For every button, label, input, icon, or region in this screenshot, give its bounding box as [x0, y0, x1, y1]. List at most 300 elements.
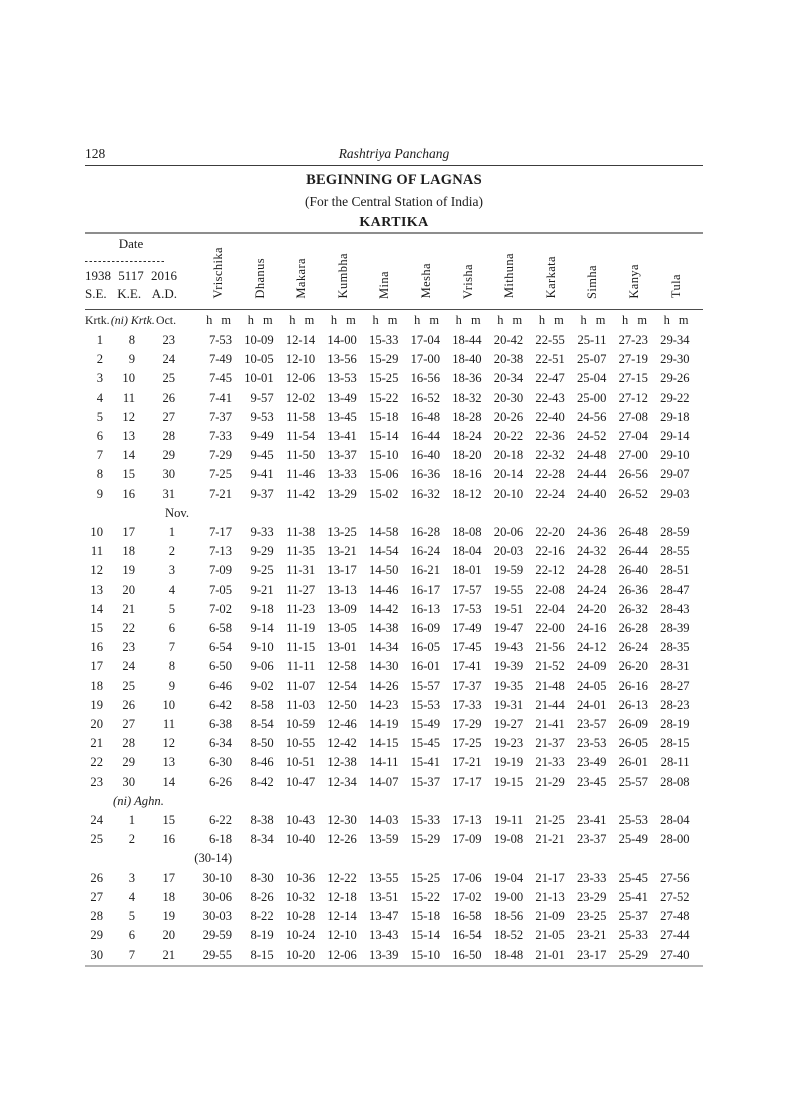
- time-cell: 15-22: [369, 390, 399, 405]
- day-cell: 21: [122, 601, 135, 616]
- day-cell: 6: [96, 429, 103, 444]
- time-cell: 24-20: [576, 601, 607, 616]
- time-cell: 19-39: [493, 659, 524, 674]
- time-cell: 18-24: [452, 429, 482, 444]
- header-rule: [85, 165, 703, 166]
- day-cell: 4: [96, 390, 103, 405]
- time-cell: 19-04: [493, 870, 524, 885]
- time-cell: 25-53: [618, 813, 648, 828]
- table-row: [85, 869, 703, 888]
- lagna-column-header: [525, 234, 567, 309]
- time-cell: 28-39: [660, 621, 690, 636]
- time-cell: 19-59: [493, 563, 524, 578]
- time-cell: 7-02: [208, 601, 233, 616]
- time-cell: 12-22: [327, 870, 357, 885]
- time-cell: 22-00: [535, 621, 565, 636]
- time-cell: 23-33: [576, 870, 607, 885]
- date-subheader-block: [85, 309, 177, 331]
- day-cell: 13: [90, 582, 103, 597]
- time-cell: 21-48: [535, 678, 565, 693]
- time-cell: 23-25: [576, 909, 607, 924]
- day-cell: 8: [168, 659, 176, 674]
- spacer-cell: [692, 907, 703, 926]
- time-cell: 22-43: [535, 390, 565, 405]
- time-cell: 17-57: [452, 582, 482, 597]
- time-cell: 26-32: [618, 601, 648, 616]
- empty-cell: [85, 504, 105, 523]
- time-cell: 25-00: [576, 390, 607, 405]
- date-group-label: Date: [118, 236, 144, 251]
- time-cell: 7-25: [208, 467, 233, 482]
- time-cell: 22-32: [535, 448, 565, 463]
- time-cell: 16-32: [410, 486, 440, 501]
- time-cell: 13-05: [327, 621, 357, 636]
- time-cell: 15-18: [369, 409, 399, 424]
- time-cell: 26-09: [618, 717, 648, 732]
- time-cell: 8-54: [250, 717, 274, 732]
- era-year: 2016: [151, 268, 178, 283]
- day-cell: 1: [96, 333, 103, 347]
- time-cell: 18-04: [452, 544, 482, 559]
- day-cell: 23: [162, 333, 176, 347]
- time-cell: 25-37: [618, 909, 648, 924]
- time-cell: 18-28: [452, 409, 482, 424]
- time-cell: 21-56: [535, 640, 565, 655]
- time-cell: 23-57: [576, 717, 607, 732]
- time-cell: 9-53: [250, 409, 274, 424]
- time-cell: 17-29: [452, 717, 482, 732]
- time-cell: 20-38: [493, 352, 524, 367]
- table-header-row: [85, 234, 703, 309]
- lagna-column-label: Mina: [377, 270, 392, 299]
- day-cell: 14: [122, 448, 135, 463]
- lagna-column-header: [567, 234, 609, 309]
- day-cell: 30: [122, 774, 135, 789]
- time-cell: 9-18: [250, 601, 274, 616]
- time-cell: 29-03: [660, 486, 690, 501]
- time-cell: 20-03: [493, 544, 524, 559]
- time-cell: 19-35: [493, 678, 524, 693]
- time-cell: 18-44: [452, 333, 482, 347]
- time-cell: 25-07: [576, 352, 607, 367]
- time-cell: 10-01: [244, 371, 274, 386]
- time-cell: 26-40: [618, 563, 648, 578]
- day-cell: 19: [90, 697, 103, 712]
- time-cell: 27-08: [618, 409, 648, 424]
- time-cell: 15-45: [410, 736, 440, 751]
- time-cell: 14-30: [369, 659, 399, 674]
- time-cell: 13-17: [327, 563, 357, 578]
- time-cell: 18-08: [452, 525, 482, 540]
- time-cell: 22-51: [535, 352, 565, 367]
- time-cell: 16-54: [452, 928, 482, 943]
- time-cell: 24-48: [576, 448, 607, 463]
- time-cell: 16-28: [410, 525, 440, 540]
- spacer-cell: [692, 523, 703, 542]
- time-cell: 26-16: [618, 678, 648, 693]
- time-cell: 17-13: [452, 813, 482, 828]
- time-cell: 13-43: [369, 928, 399, 943]
- time-cell: 7-41: [208, 390, 233, 405]
- table-row: [85, 753, 703, 772]
- day-cell: 10: [90, 525, 103, 540]
- unit-header: h m: [330, 312, 356, 327]
- day-cell: 28: [162, 429, 176, 444]
- table-row: [85, 600, 703, 619]
- date-subheader-labels: [85, 313, 177, 328]
- time-cell: 22-24: [535, 486, 565, 501]
- day-cell: 2: [168, 544, 176, 559]
- time-cell: 29-10: [660, 448, 690, 463]
- time-cell: 16-05: [410, 640, 440, 655]
- time-cell: 28-51: [660, 563, 690, 578]
- time-cell: 19-23: [493, 736, 524, 751]
- time-cell: 7-33: [208, 429, 233, 444]
- time-cell: 22-20: [535, 525, 565, 540]
- time-cell: 8-19: [250, 928, 274, 943]
- time-cell: 7-29: [208, 448, 233, 463]
- unit-header: h m: [455, 312, 481, 327]
- day-cell: 9: [168, 678, 176, 693]
- time-cell: 16-44: [410, 429, 440, 444]
- time-cell: 16-50: [452, 947, 482, 962]
- time-cell: 9-14: [250, 621, 274, 636]
- day-cell: 8: [96, 467, 103, 482]
- lagna-column-header: [234, 234, 276, 309]
- time-cell: 23-53: [576, 736, 607, 751]
- time-cell: 17-06: [452, 870, 482, 885]
- time-cell: 6-18: [208, 832, 233, 847]
- day-cell: 17: [162, 870, 176, 885]
- time-cell: 22-16: [535, 544, 565, 559]
- time-cell: 9-02: [250, 678, 274, 693]
- lagna-column-label: Vrischika: [211, 247, 226, 299]
- time-cell: 18-01: [452, 563, 482, 578]
- day-cell: 5: [128, 909, 135, 924]
- time-cell: 27-56: [660, 870, 690, 885]
- unit-header: h m: [580, 312, 606, 327]
- time-cell: 15-22: [410, 889, 440, 904]
- time-cell: 16-36: [410, 467, 440, 482]
- time-cell: 13-01: [327, 640, 357, 655]
- time-cell: 6-58: [208, 621, 233, 636]
- time-cell: 16-48: [410, 409, 440, 424]
- time-cell: 11-54: [286, 429, 316, 444]
- spacer-cell: [692, 734, 703, 753]
- time-cell: 17-00: [410, 352, 440, 367]
- time-cell: 17-45: [452, 640, 482, 655]
- time-cell: 24-32: [576, 544, 607, 559]
- time-cell: 22-12: [535, 563, 565, 578]
- day-cell: 27: [162, 409, 176, 424]
- time-cell: 18-52: [493, 928, 524, 943]
- spacer-cell: [692, 446, 703, 465]
- time-cell: 15-49: [410, 717, 440, 732]
- day-cell: 12: [122, 409, 135, 424]
- time-cell: 13-49: [327, 390, 357, 405]
- time-cell: 21-05: [535, 928, 565, 943]
- time-cell: 9-10: [250, 640, 274, 655]
- unit-header: h m: [372, 312, 398, 327]
- time-cell: 14-54: [369, 544, 399, 559]
- time-cell: 13-59: [369, 832, 399, 847]
- time-cell: 27-48: [660, 909, 690, 924]
- time-cell: 12-50: [327, 697, 357, 712]
- time-cell: 24-16: [576, 621, 607, 636]
- month-note: Nov.: [165, 505, 190, 520]
- time-cell: 15-02: [369, 486, 399, 501]
- time-cell: 28-47: [660, 582, 690, 597]
- unit-header: h m: [622, 312, 647, 327]
- spacer-cell: [692, 561, 703, 580]
- time-cell: 17-33: [452, 697, 482, 712]
- empty-cell: [105, 849, 137, 868]
- time-cell: 19-47: [493, 621, 524, 636]
- time-cell: 11-58: [286, 409, 316, 424]
- spacer-cell: [692, 888, 703, 907]
- time-cell: 15-18: [410, 909, 440, 924]
- time-cell: 11-50: [286, 448, 316, 463]
- time-cell: 12-06: [285, 371, 316, 386]
- time-cell: 26-52: [618, 486, 648, 501]
- time-cell: 24-28: [576, 563, 607, 578]
- table-row: [85, 485, 703, 504]
- time-cell: 14-23: [369, 697, 399, 712]
- table-row: [85, 465, 703, 484]
- day-cell: 17: [90, 659, 103, 674]
- time-cell: 10-24: [285, 928, 316, 943]
- time-cell: 25-29: [618, 947, 648, 962]
- time-cell: 10-51: [285, 755, 316, 770]
- date-subheader-label: (ni) Krtk.: [110, 312, 155, 327]
- time-cell: 28-00: [660, 832, 690, 847]
- day-cell: 10: [122, 371, 135, 386]
- lagna-column-header: [177, 234, 234, 309]
- spacer-cell: [692, 773, 703, 792]
- day-cell: 10: [162, 697, 176, 712]
- running-head: [85, 146, 703, 162]
- time-cell: 14-58: [369, 525, 399, 540]
- lagna-column-header: [650, 234, 692, 309]
- time-cell: 10-28: [285, 909, 316, 924]
- table-row: [85, 946, 703, 965]
- time-cell: 26-48: [618, 525, 648, 540]
- lagna-column-label: Mithuna: [502, 253, 517, 299]
- day-cell: 13: [122, 429, 135, 444]
- time-cell: 24-36: [576, 525, 607, 540]
- day-cell: 15: [162, 813, 176, 828]
- time-cell: 25-04: [576, 371, 607, 386]
- time-cell: 6-46: [208, 678, 233, 693]
- era-year: 5117: [118, 268, 144, 283]
- time-cell: 13-45: [327, 409, 357, 424]
- time-cell: 14-15: [369, 736, 399, 751]
- day-cell: 6: [128, 928, 135, 943]
- time-cell: 26-01: [618, 755, 648, 770]
- time-cell: 12-30: [327, 813, 357, 828]
- time-cell: 23-21: [576, 928, 607, 943]
- time-cell: 6-22: [208, 813, 233, 828]
- time-cell: 13-29: [327, 486, 357, 501]
- time-cell: 28-35: [660, 640, 690, 655]
- time-cell: 17-53: [452, 601, 482, 616]
- time-cell: 17-41: [452, 659, 482, 674]
- time-cell: 11-23: [286, 601, 316, 616]
- time-cell: 7-17: [208, 525, 233, 540]
- time-cell: 21-01: [535, 947, 565, 962]
- time-cell: 12-38: [327, 755, 357, 770]
- time-cell: 28-55: [660, 544, 690, 559]
- table-row: [85, 715, 703, 734]
- spacer-cell: [692, 309, 703, 331]
- day-cell: 15: [90, 621, 103, 636]
- time-cell: 22-08: [535, 582, 565, 597]
- spacer-cell: [692, 350, 703, 369]
- time-cell: 19-51: [493, 601, 524, 616]
- time-cell: 15-10: [410, 947, 440, 962]
- day-cell: 26: [90, 870, 103, 885]
- time-cell: 28-15: [660, 736, 690, 751]
- day-cell: 7: [168, 640, 176, 655]
- lagna-note: (30-14): [194, 851, 233, 866]
- time-cell: 23-37: [576, 832, 607, 847]
- time-cell: 13-56: [327, 352, 357, 367]
- time-cell: 10-40: [285, 832, 316, 847]
- time-cell: 8-50: [250, 736, 274, 751]
- day-cell: 9: [96, 486, 103, 501]
- time-cell: 13-47: [369, 909, 399, 924]
- time-cell: 16-13: [410, 601, 440, 616]
- time-cell: 19-55: [493, 582, 524, 597]
- time-cell: 12-26: [327, 832, 357, 847]
- time-cell: 7-37: [208, 409, 233, 424]
- time-cell: 24-44: [576, 467, 607, 482]
- spacer-cell: [692, 753, 703, 772]
- time-cell: 13-21: [327, 544, 357, 559]
- day-cell: 3: [128, 870, 135, 885]
- time-cell: 29-07: [660, 467, 690, 482]
- day-cell: 20: [162, 928, 176, 943]
- spacer-cell: [692, 369, 703, 388]
- time-cell: 10-59: [285, 717, 316, 732]
- lagna-column-label: Simha: [585, 264, 600, 299]
- time-cell: 7-49: [208, 352, 233, 367]
- time-cell: 8-42: [250, 774, 274, 789]
- spacer-cell: [692, 234, 703, 309]
- time-cell: 7-45: [208, 371, 233, 386]
- spacer-cell: [692, 946, 703, 965]
- time-cell: 6-50: [208, 659, 233, 674]
- day-cell: 24: [162, 352, 176, 367]
- day-cell: 27: [90, 889, 103, 904]
- time-cell: 13-25: [327, 525, 357, 540]
- time-cell: 21-09: [535, 909, 565, 924]
- time-cell: 17-49: [452, 621, 482, 636]
- table-row: [85, 696, 703, 715]
- time-cell: 20-18: [493, 448, 524, 463]
- time-cell: 7-09: [208, 563, 233, 578]
- time-cell: 8-58: [250, 697, 274, 712]
- day-cell: 1: [168, 525, 176, 540]
- spacer-cell: [692, 331, 703, 350]
- day-cell: 23: [122, 640, 135, 655]
- day-cell: 5: [96, 409, 103, 424]
- day-cell: 9: [128, 352, 135, 367]
- time-cell: 22-36: [535, 429, 565, 444]
- unit-header: h m: [414, 312, 439, 327]
- time-cell: 19-31: [493, 697, 524, 712]
- time-cell: 12-42: [327, 736, 357, 751]
- time-cell: 16-40: [410, 448, 440, 463]
- table-row: [85, 427, 703, 446]
- lagna-note-row: [85, 849, 703, 868]
- day-cell: 30: [90, 947, 103, 962]
- time-cell: 19-11: [494, 813, 524, 828]
- table-row: [85, 561, 703, 580]
- time-cell: 28-19: [660, 717, 690, 732]
- time-cell: 9-25: [250, 563, 274, 578]
- spacer-cell: [692, 677, 703, 696]
- lagna-column-header: [317, 234, 359, 309]
- time-cell: 14-26: [369, 678, 399, 693]
- spacer-cell: [692, 926, 703, 945]
- time-cell: 24-40: [576, 486, 607, 501]
- time-cell: 29-30: [660, 352, 690, 367]
- time-cell: 12-14: [285, 333, 316, 347]
- time-cell: 23-17: [576, 947, 607, 962]
- time-cell: 16-56: [410, 371, 440, 386]
- time-cell: 14-11: [369, 755, 399, 770]
- time-cell: 24-01: [576, 697, 607, 712]
- time-cell: 14-46: [369, 582, 399, 597]
- time-cell: 28-04: [660, 813, 690, 828]
- time-cell: 15-25: [369, 371, 399, 386]
- time-cell: 7-05: [208, 582, 233, 597]
- time-cell: 10-32: [285, 889, 316, 904]
- time-cell: 14-00: [327, 333, 357, 347]
- time-cell: 28-11: [660, 755, 690, 770]
- date-header-block: [85, 234, 177, 309]
- time-cell: 28-27: [660, 678, 690, 693]
- day-cell: 19: [122, 563, 135, 578]
- spacer-cell: [692, 869, 703, 888]
- time-cell: 26-20: [618, 659, 648, 674]
- page-title: BEGINNING OF LAGNAS: [306, 172, 482, 188]
- time-cell: 20-10: [493, 486, 524, 501]
- time-cell: 15-14: [369, 429, 399, 444]
- time-cell: 26-28: [618, 621, 648, 636]
- day-cell: 26: [122, 697, 135, 712]
- day-cell: 25: [122, 678, 135, 693]
- time-cell: 20-30: [493, 390, 524, 405]
- time-cell: 26-44: [618, 544, 648, 559]
- time-cell: 13-13: [327, 582, 357, 597]
- day-cell: 12: [162, 736, 176, 751]
- time-cell: 18-48: [493, 947, 524, 962]
- time-cell: 11-46: [286, 467, 316, 482]
- time-cell: 10-47: [285, 774, 316, 789]
- lagna-column-label: Kanya: [626, 263, 641, 299]
- day-cell: 16: [122, 486, 135, 501]
- day-cell: 6: [168, 621, 176, 636]
- unit-header: h m: [663, 312, 689, 327]
- time-cell: 13-53: [327, 371, 357, 386]
- day-cell: 4: [128, 889, 135, 904]
- day-cell: 13: [162, 755, 176, 770]
- time-cell: 15-14: [410, 928, 440, 943]
- paksha-note-row: [85, 792, 703, 811]
- unit-header: h m: [247, 312, 273, 327]
